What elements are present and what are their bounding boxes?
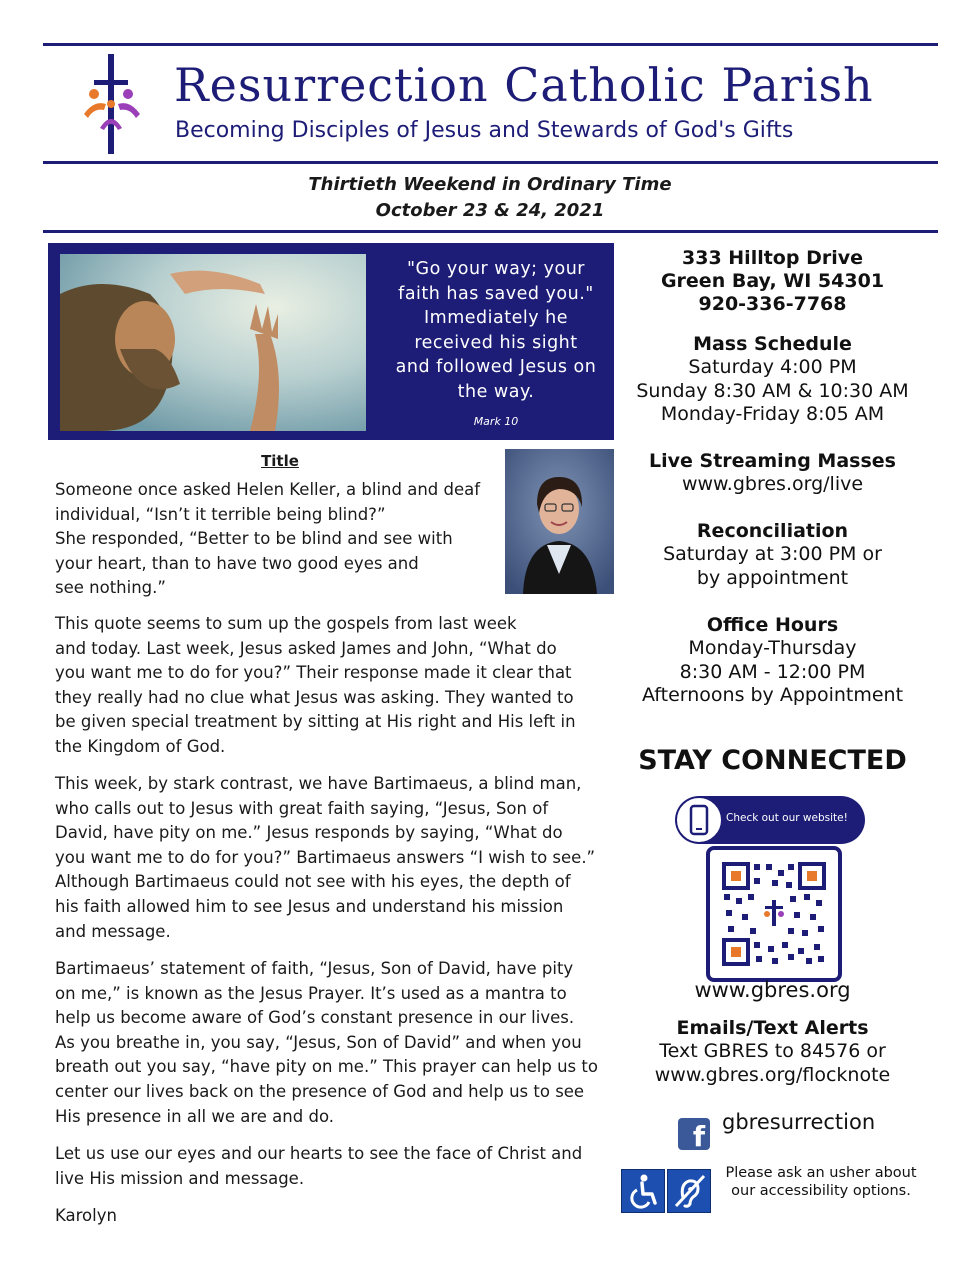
quote-line: and followed Jesus on [395, 357, 597, 377]
website-url[interactable] [620, 978, 925, 1002]
facebook-icon: f [678, 1118, 710, 1150]
article-line: see nothing.” [55, 578, 166, 598]
article-line: live His mission and message. [55, 1168, 305, 1188]
weekend-heading [0, 172, 980, 224]
facebook-handle: gbresurrection [722, 1110, 876, 1134]
quote-line: the way. [457, 381, 535, 402]
article-line: you want me to do for you?” Bartimaeus answers “I wish to see.” [55, 847, 596, 867]
article-line: His presence in all we are and do. [55, 1106, 334, 1126]
article-paragraph [55, 478, 480, 601]
mass-time: Saturday 4:00 PM [688, 356, 857, 378]
parish-title: Resurrection Catholic Parish [174, 58, 874, 112]
signature-name: Karolyn [55, 1206, 117, 1225]
office-hours-line: 8:30 AM - 12:00 PM [679, 660, 866, 683]
reconciliation-line: by appointment [696, 566, 849, 589]
article-line: Someone once asked Helen Keller, a blind and deaf [55, 480, 481, 499]
article-line: As you breathe in, you say, “Jesus, Son of David” and when you [55, 1032, 582, 1052]
accessibility-note [716, 1164, 926, 1200]
weekend-bottom-rule [43, 230, 938, 233]
article-line: Although Bartimaeus could not see with his eyes, the depth of [55, 872, 571, 892]
article-line: individual, “Isn’t it terrible being blind?” [55, 504, 386, 524]
article-line: and today. Last week, Jesus asked James and John, “What do [55, 638, 557, 658]
article-paragraph [55, 772, 595, 944]
article-line: you want me to do for you?” Their response made it clear that [55, 663, 572, 683]
article-line: breath out you say, “have pity on me.” This prayer can help us to [55, 1057, 598, 1077]
address-city: Green Bay, WI 54301 [660, 270, 885, 292]
mass-schedule-heading: Mass Schedule [693, 333, 852, 355]
article-line: your heart, than to have two good eyes and [55, 553, 419, 573]
mass-time: Sunday 8:30 AM & 10:30 AM [636, 379, 909, 402]
alerts-heading: Emails/Text Alerts [676, 1017, 869, 1039]
reconciliation-line: Saturday at 3:00 PM or [663, 543, 882, 565]
accessibility-line: Please ask an usher about [725, 1165, 917, 1181]
weekend-title: Thirtieth Weekend in Ordinary Time [308, 174, 672, 195]
alerts-line: Text GBRES to 84576 or [659, 1040, 886, 1062]
article-line: be given special treatment by sitting at His right and His left in [55, 712, 576, 732]
header-bottom-rule [43, 161, 938, 164]
stay-connected-heading: STAY CONNECTED [638, 745, 907, 776]
article-line: and message. [55, 921, 171, 941]
quote-line: Immediately he [424, 308, 568, 328]
article-line: This quote seems to sum up the gospels from last week [55, 614, 517, 633]
website-pill-label: Check out our website! [726, 812, 848, 824]
mass-schedule [620, 333, 925, 427]
office-hours-heading: Office Hours [706, 614, 839, 636]
reconciliation [620, 520, 925, 590]
article-line: the Kingdom of God. [55, 736, 226, 756]
address-street: 333 Hilltop Drive [682, 247, 863, 269]
article-line: David, have pity on me.” Jesus responds by saying, “What do [55, 823, 563, 843]
office-hours-line: Afternoons by Appointment [641, 684, 904, 706]
office-hours-line: Monday-Thursday [688, 637, 857, 659]
website-link[interactable]: www.gbres.org [694, 978, 851, 1002]
author-portrait [505, 449, 614, 594]
website-qr-code[interactable] [706, 846, 842, 982]
parish-address [620, 247, 925, 316]
article-line: Bartimaeus’ statement of faith, “Jesus, Son of David, have pity [55, 959, 574, 978]
parish-tagline: Becoming Disciples of Jesus and Stewards of God's Gifts [175, 118, 794, 143]
article-paragraph [55, 957, 598, 1129]
parish-logo [80, 52, 144, 156]
live-streaming-heading: Live Streaming Masses [649, 450, 896, 472]
quote-line: faith has saved you." [398, 283, 594, 304]
gospel-quote-box [48, 243, 614, 440]
article-title: Title [261, 452, 299, 470]
website-pill-button[interactable] [675, 796, 865, 844]
mass-time: Monday-Friday 8:05 AM [660, 403, 885, 425]
article-line: center our lives back on the presence of God and help us to see [55, 1081, 585, 1101]
office-hours [620, 614, 925, 708]
article-line: his faith allowed him to see Jesus and understand his mission [55, 896, 564, 916]
weekend-date: October 23 & 24, 2021 [375, 200, 605, 221]
bartimaeus-painting [60, 254, 366, 431]
article-paragraph [55, 612, 576, 760]
quote-citation: Mark 10 [473, 415, 519, 428]
address-phone: 920-336-7768 [698, 293, 847, 315]
article-line: on me,” is known as the Jesus Prayer. It’s used as a mantra to [55, 983, 567, 1003]
wheelchair-accessible-icon [621, 1169, 665, 1213]
email-text-alerts [620, 1017, 925, 1087]
article-line: help us become aware of God’s constant presence in our lives. [55, 1008, 575, 1028]
gospel-quote-text [378, 257, 614, 404]
article-signature [55, 1204, 117, 1229]
live-streaming-link[interactable]: www.gbres.org/live [681, 473, 864, 495]
hearing-assistance-icon [667, 1169, 711, 1213]
phone-icon [676, 797, 722, 843]
accessibility-line: our accessibility options. [731, 1183, 911, 1199]
article-line: Let us use our eyes and our hearts to see the face of Christ and [55, 1144, 583, 1163]
quote-line: received his sight [414, 332, 578, 353]
alerts-line[interactable]: www.gbres.org/flocknote [654, 1063, 891, 1086]
article-line: This week, by stark contrast, we have Bartimaeus, a blind man, [55, 774, 582, 793]
article-line: who calls out to Jesus with great faith saying, “Jesus, Son of [55, 798, 549, 818]
quote-line: "Go your way; your [407, 259, 585, 279]
article-line: She responded, “Better to be blind and see with [55, 529, 453, 549]
article-line: they really had no clue what Jesus was asking. They wanted to [55, 687, 574, 707]
facebook-link[interactable] [678, 1110, 938, 1150]
article-paragraph [55, 1142, 582, 1191]
live-streaming [620, 450, 925, 497]
reconciliation-heading: Reconciliation [696, 520, 849, 542]
top-rule [43, 43, 938, 46]
